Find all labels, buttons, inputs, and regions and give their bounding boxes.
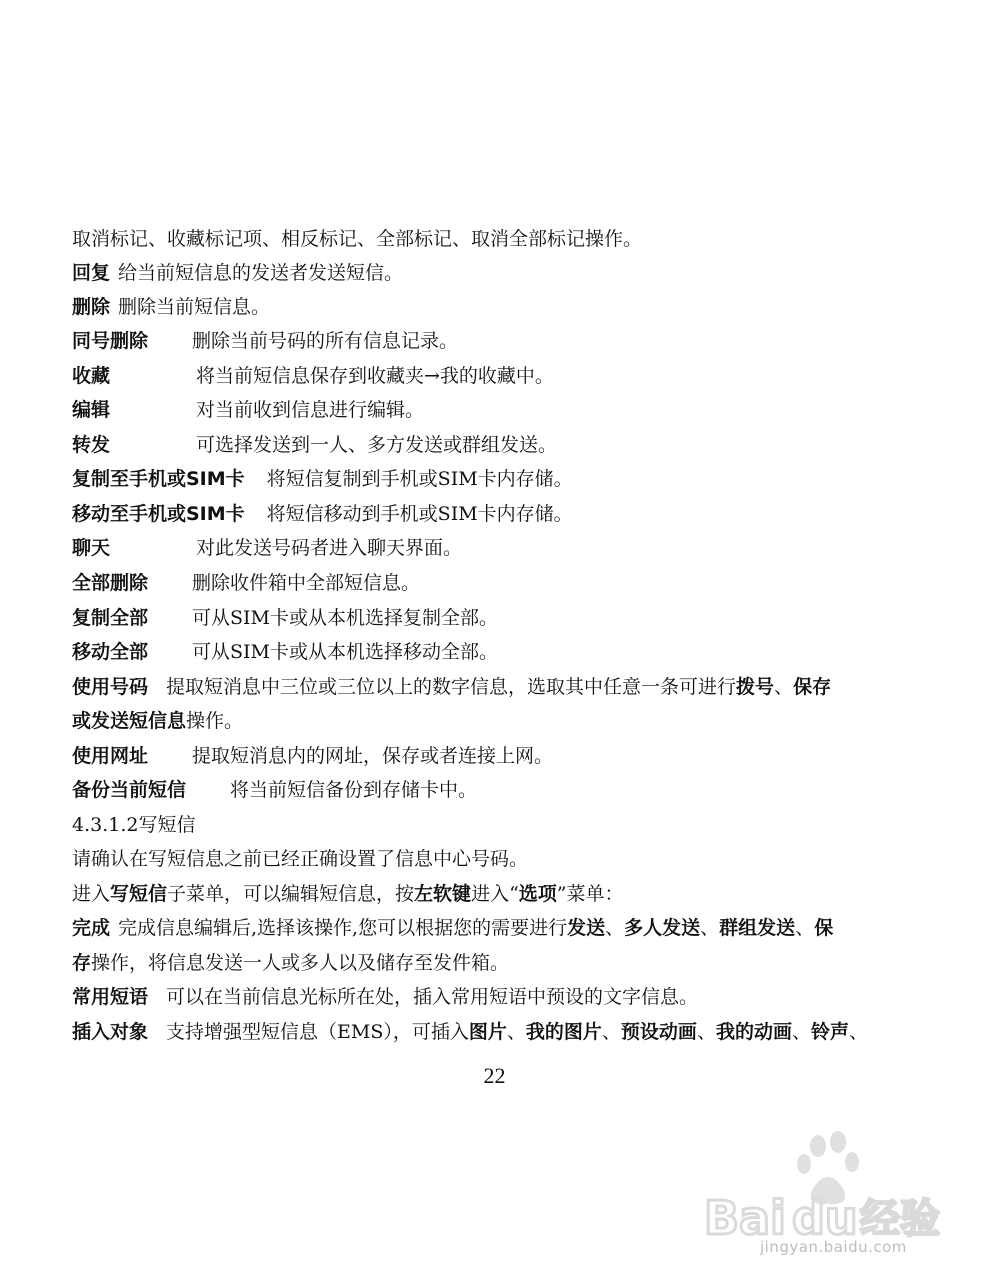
emphasis: 我的图片 bbox=[525, 1021, 602, 1043]
menu-item-move-to-phone-or-sim bbox=[72, 502, 922, 526]
menu-item-copy-all bbox=[72, 606, 922, 630]
description: 给当前短信息的发送者发送短信。 bbox=[118, 262, 404, 284]
term: 完成 bbox=[72, 917, 111, 939]
description: 可从SIM卡或从本机选择复制全部。 bbox=[192, 607, 498, 629]
term: 全部删除 bbox=[72, 572, 149, 594]
section-heading bbox=[72, 813, 922, 837]
term: 使用网址 bbox=[72, 745, 149, 767]
term: 备份当前短信 bbox=[72, 779, 187, 801]
menu-item-done bbox=[72, 916, 922, 940]
description: 可从SIM卡或从本机选择移动全部。 bbox=[192, 641, 498, 663]
description: 将当前短信备份到存储卡中。 bbox=[230, 779, 478, 801]
emphasis: 保存 bbox=[793, 676, 832, 698]
line-text: 操作。 bbox=[186, 710, 244, 732]
svg-text:经验: 经验 bbox=[860, 1196, 940, 1242]
line-text: 取消标记、收藏标记项、相反标记、全部标记、取消全部标记操作。 bbox=[72, 228, 643, 250]
menu-item-move-all bbox=[72, 640, 922, 664]
description: 对当前收到信息进行编辑。 bbox=[196, 399, 425, 421]
menu-item-forward bbox=[72, 433, 922, 457]
text-line bbox=[72, 847, 922, 871]
line-text: 操作，将信息发送一人或多人以及储存至发件箱。 bbox=[91, 952, 510, 974]
text-line bbox=[72, 882, 922, 906]
emphasis: 发送 bbox=[567, 917, 606, 939]
emphasis: 保 bbox=[814, 917, 834, 939]
description: 删除收件箱中全部短信息。 bbox=[192, 572, 421, 594]
emphasis: 预设动画 bbox=[620, 1021, 697, 1043]
emphasis: 选项 bbox=[518, 883, 557, 905]
menu-item-favorite bbox=[72, 364, 922, 388]
term: 聊天 bbox=[72, 537, 111, 559]
menu-item-copy-to-phone-or-sim bbox=[72, 467, 922, 491]
description: 将短信复制到手机或SIM卡内存储。 bbox=[266, 468, 573, 490]
line-text: 请确认在写短信息之前已经正确设置了信息中心号码。 bbox=[72, 848, 529, 870]
line-text: ”菜单： bbox=[556, 883, 624, 905]
menu-item-delete-all bbox=[72, 571, 922, 595]
emphasis: 左软键 bbox=[414, 883, 472, 905]
watermark-url: jingyan.baidu.com bbox=[760, 1238, 907, 1256]
term: 回复 bbox=[72, 262, 111, 284]
term: 同号删除 bbox=[72, 330, 149, 352]
term: 收藏 bbox=[72, 365, 111, 387]
svg-text:du: du bbox=[792, 1191, 858, 1245]
separator: 、 bbox=[791, 1021, 811, 1043]
description: 将当前短信息保存到收藏夹→我的收藏中。 bbox=[196, 365, 554, 387]
term: 移动至手机或SIM卡 bbox=[72, 503, 245, 525]
description: 将短信移动到手机或SIM卡内存储。 bbox=[266, 503, 573, 525]
separator: 、 bbox=[506, 1021, 526, 1043]
description: 可选择发送到一人、多方发送或群组发送。 bbox=[196, 434, 558, 456]
line-text: 进入“ bbox=[471, 883, 519, 905]
term: 使用号码 bbox=[72, 676, 149, 698]
term: 常用短语 bbox=[72, 986, 149, 1008]
emphasis: 拨号 bbox=[736, 676, 775, 698]
menu-item-delete-same-number bbox=[72, 329, 922, 353]
menu-item-use-url bbox=[72, 744, 922, 768]
emphasis: 我的动画 bbox=[715, 1021, 792, 1043]
emphasis: 铃声 bbox=[810, 1021, 849, 1043]
text-line-continuation bbox=[72, 951, 922, 975]
term: 复制全部 bbox=[72, 607, 149, 629]
emphasis: 群组发送 bbox=[719, 917, 796, 939]
term: 复制至手机或SIM卡 bbox=[72, 468, 245, 490]
term: 编辑 bbox=[72, 399, 111, 421]
menu-item-use-number bbox=[72, 675, 922, 699]
line-text: 进入 bbox=[72, 883, 111, 905]
term: 移动全部 bbox=[72, 641, 149, 663]
text-line bbox=[72, 227, 922, 251]
text-line-continuation bbox=[72, 709, 922, 733]
svg-text:Bai: Bai bbox=[704, 1191, 786, 1245]
description: 完成信息编辑后,选择该操作,您可以根据您的需要进行 bbox=[118, 917, 568, 939]
separator: 、 bbox=[795, 917, 815, 939]
term: 插入对象 bbox=[72, 1021, 149, 1043]
line-text: 子菜单，可以编辑短信息，按 bbox=[167, 883, 415, 905]
page-number: 22 bbox=[483, 1063, 506, 1088]
menu-item-edit bbox=[72, 398, 922, 422]
heading-text: 4.3.1.2写短信 bbox=[72, 814, 196, 836]
menu-item-backup-message bbox=[72, 778, 922, 802]
separator: 、 bbox=[700, 917, 720, 939]
description: 删除当前短信息。 bbox=[118, 296, 271, 318]
description: 可以在当前信息光标所在处，插入常用短语中预设的文字信息。 bbox=[166, 986, 699, 1008]
description: 删除当前号码的所有信息记录。 bbox=[192, 330, 459, 352]
menu-item-chat bbox=[72, 536, 922, 560]
menu-item-reply bbox=[72, 261, 922, 285]
emphasis: 或发送短信息 bbox=[72, 710, 187, 732]
term: 删除 bbox=[72, 296, 111, 318]
menu-item-common-phrases bbox=[72, 985, 922, 1009]
menu-item-delete bbox=[72, 295, 922, 319]
emphasis: 写短信 bbox=[110, 883, 168, 905]
separator: 、 bbox=[774, 676, 794, 698]
separator: 、 bbox=[605, 917, 625, 939]
description: 支持增强型短信息（EMS），可插入 bbox=[166, 1021, 469, 1043]
emphasis: 图片 bbox=[468, 1021, 507, 1043]
menu-item-insert-object bbox=[72, 1020, 922, 1044]
separator: 、 bbox=[601, 1021, 621, 1043]
description: 提取短消息内的网址，保存或者连接上网。 bbox=[192, 745, 554, 767]
term: 转发 bbox=[72, 434, 111, 456]
description: 提取短消息中三位或三位以上的数字信息，选取其中任意一条可进行 bbox=[166, 676, 737, 698]
emphasis: 多人发送 bbox=[624, 917, 701, 939]
emphasis: 存 bbox=[72, 952, 92, 974]
separator: 、 bbox=[849, 1021, 869, 1043]
description: 对此发送号码者进入聊天界面。 bbox=[196, 537, 463, 559]
separator: 、 bbox=[696, 1021, 716, 1043]
